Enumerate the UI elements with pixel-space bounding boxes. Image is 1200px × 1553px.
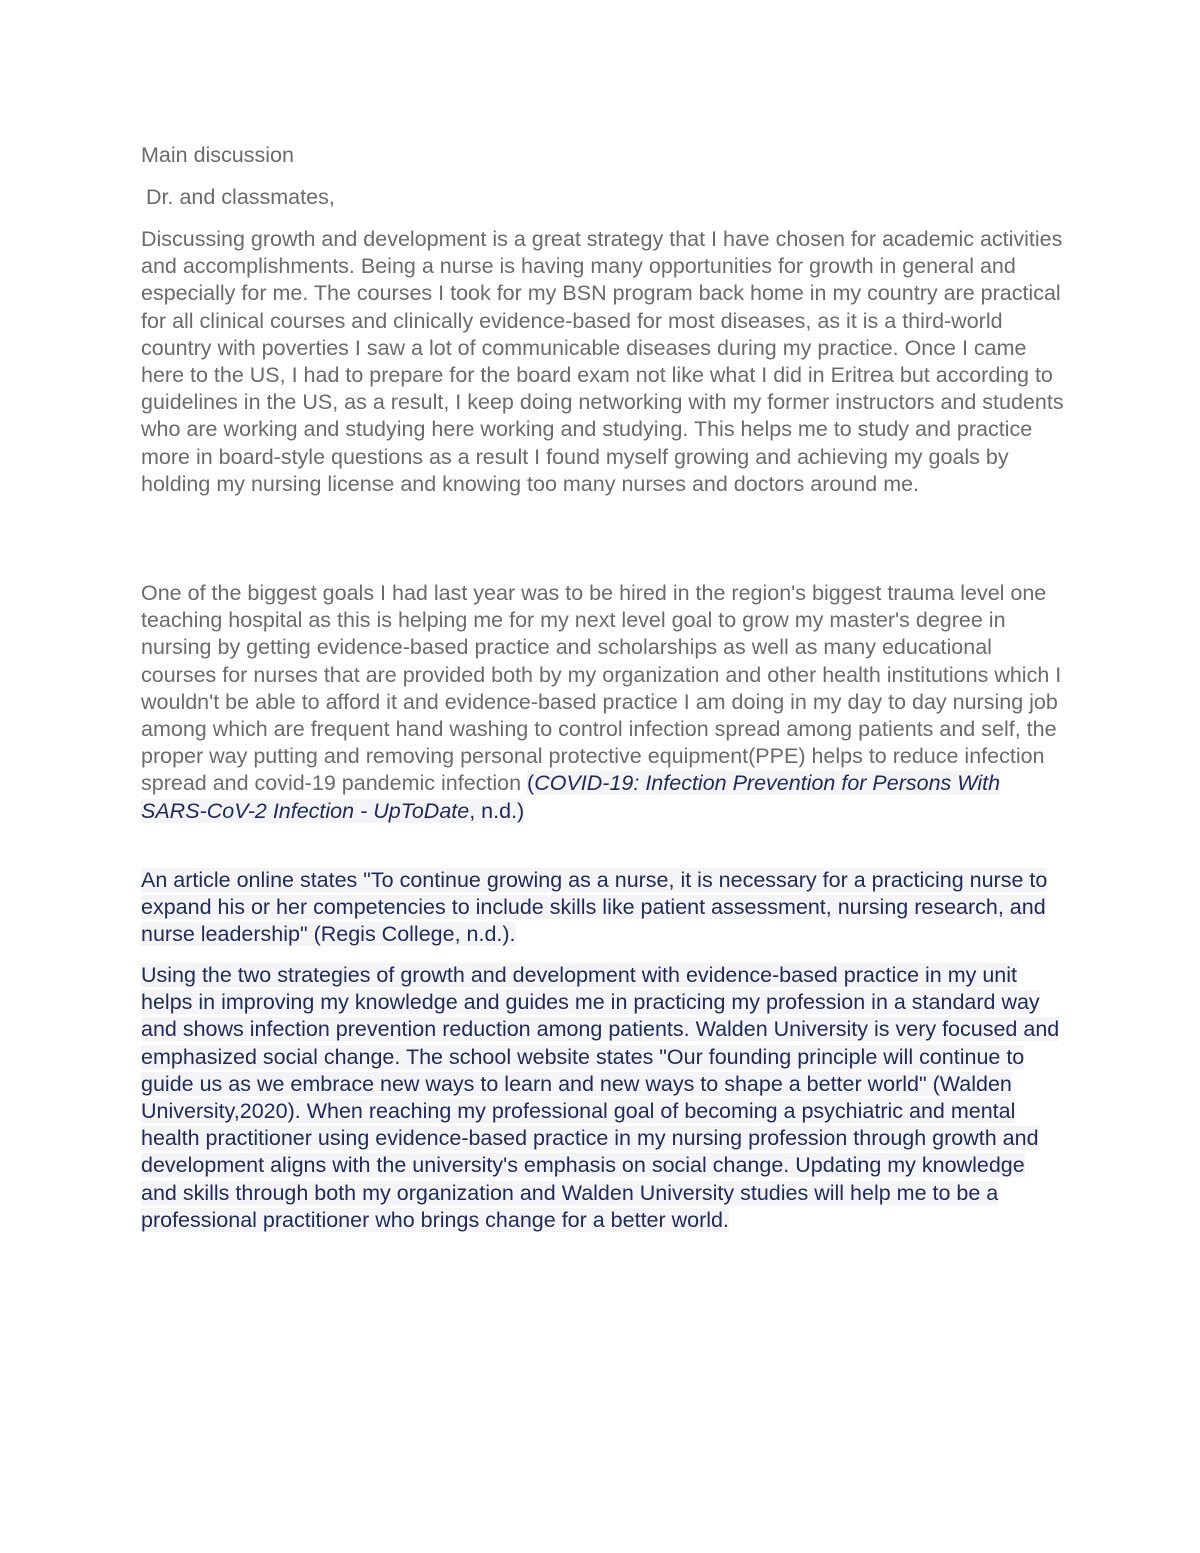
paragraph-article-quote xyxy=(141,867,1066,949)
citation-open: ( xyxy=(527,771,535,796)
paragraph-goals-text: One of the biggest goals I had last year was to be hired in the region's biggest trauma level one teaching hospital as this is helping me for my next level goal to grow my master's degree in nursing by getting evidence-based practice and scholarships as well as many educational courses for nurses that are provided both by my organization and other health institutions which I wouldn't be able to afford it and evidence-based practice I am doing in my day to day nursing job among which are frequent hand washing to control infection spread among patients and self, the proper way putting and removing personal protective equipment(PPE) helps to reduce infection spread and covid-19 pandemic infection xyxy=(141,581,1062,796)
paragraph-social-change xyxy=(141,962,1066,1234)
salutation: Dr. and classmates, xyxy=(146,185,335,209)
paragraph-growth-strategy: Discussing growth and development is a great strategy that I have chosen for academic activities and accomplishments. Being a nurse is having many opportunities for growth in general and especially for me. The courses I took for my BSN program back home in my country are practical for all clinical courses and clinically evidence-based for most diseases, as it is a third-world country with poverties I saw a lot of communicable diseases during my practice. Once I came here to the US, I had to prepare for the board exam not like what I did in Eritrea but according to guidelines in the US, as a result, I keep doing networking with my former instructors and students who are working and studying here working and studying. This helps me to study and practice more in board-style questions as a result I found myself growing and achieving my goals by holding my nursing license and knowing too many nurses and doctors around me. xyxy=(141,227,1064,496)
paragraph-social-change-text: Using the two strategies of growth and development with evidence-based practice in my unit helps in improving my knowledge and guides me in practicing my profession in a standard way and shows infection prevention reduction among patients. Walden University is very focused and emphasized social change. The school website states "Our founding principle will continue to guide us as we embrace new ways to learn and new ways to shape a better world" (Walden University,2020). When reaching my professional goal of becoming a psychiatric and mental health practitioner using evidence-based practice in my nursing profession through growth and development aligns with the university's emphasis on social change. Updating my knowledge and skills through both my organization and Walden University studies will help me to be a professional practitioner who brings change for a better world. xyxy=(141,963,1060,1232)
paragraph-article-quote-text: An article online states "To continue growing as a nurse, it is necessary for a practicing nurse to expand his or her competencies to include skills like patient assessment, nursing research, and nurse leadership" (Regis College, n.d.). xyxy=(141,868,1048,947)
paragraph-goals xyxy=(141,580,1066,825)
citation-title: COVID-19: Infection Prevention for Persons With SARS-CoV-2 Infection - UpToDate xyxy=(141,771,1001,823)
document-heading: Main discussion xyxy=(141,143,294,167)
citation-close: , n.d.) xyxy=(469,798,525,823)
